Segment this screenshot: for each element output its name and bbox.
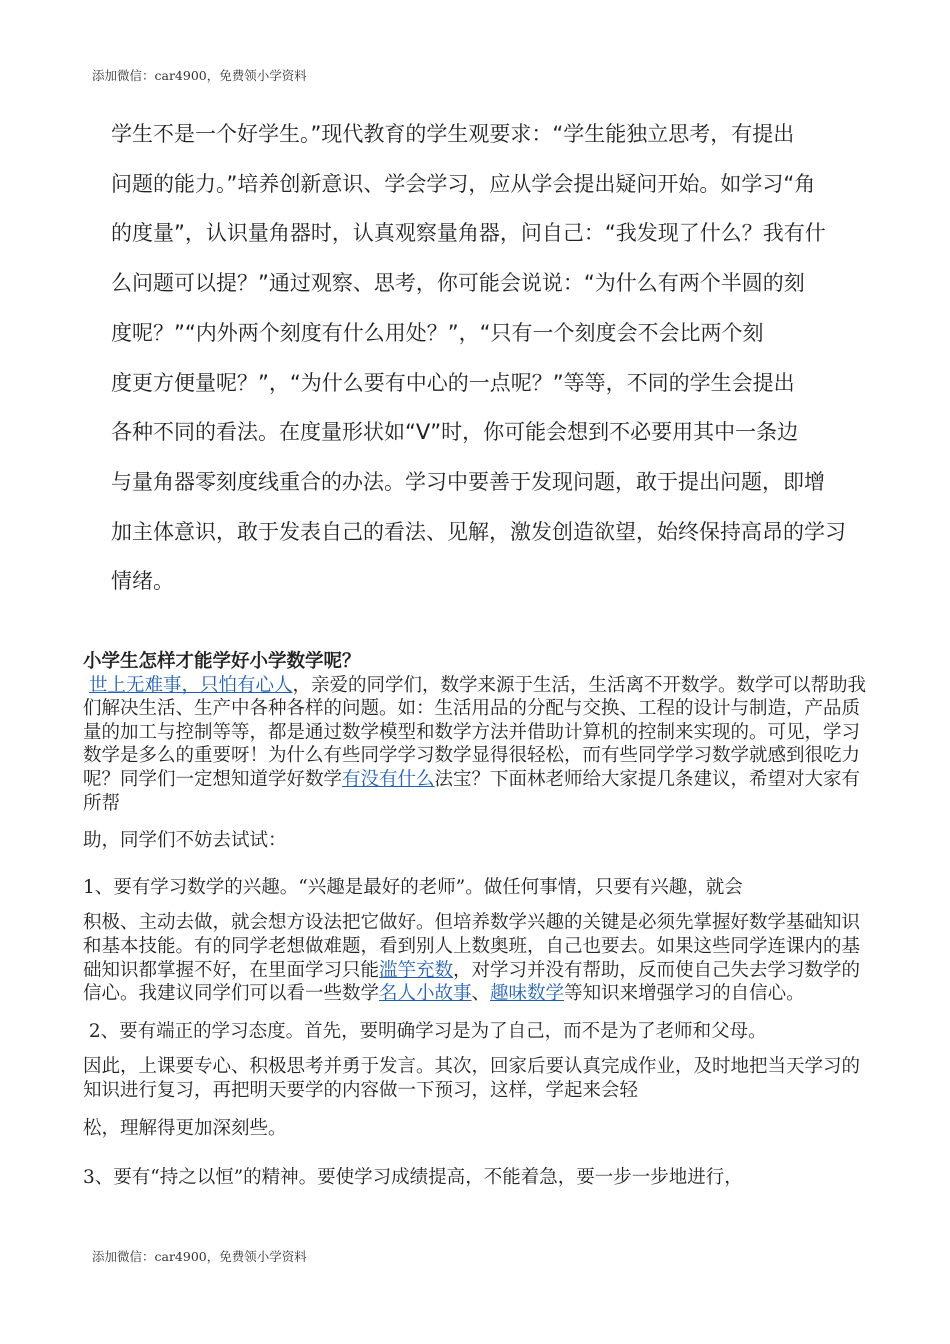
link-no-hard-things[interactable]: 世上无难事，只怕有心人 <box>89 674 293 696</box>
text-line: 度呢？”“内外两个刻度有什么用处？”，“只有一个刻度会不会比两个刻 <box>111 320 764 345</box>
text-line: 问题的能力。”培养创新意识、学会学习，应从学会提出疑问开始。如学习“角 <box>111 171 816 196</box>
text-line: 加主体意识，敢于发表自己的看法、见解，激发创造欲望，始终保持高昂的学习 <box>111 519 846 544</box>
link-fun-math[interactable]: 趣味数学 <box>490 983 565 1005</box>
paragraph-tail: 松，理解得更加深刻些。 <box>83 1117 287 1139</box>
section-title: 小学生怎样才能学好小学数学呢？ <box>83 651 361 672</box>
text-line: 度更方便量呢？”，“为什么要有中心的一点呢？”等等，不同的学生会提出 <box>111 370 795 395</box>
link-lan-yu-chong-shu[interactable]: 滥竽充数 <box>379 959 454 981</box>
paragraph-text: ，亲爱的同学们，数学来源于生活，生活离不开数学。数学可以帮助我们解决生活、生产中各种各样的问题。如：生活用品的分配与交换、工程的设计与制造，产品质量的加工与控制等等，都是通过数学模型和数学方法并借助计算机的控制来实现的。可见，学习数学是多么的重要呀！为什么有些同学学习数学显得很轻松，而有些同学学习数学就感到很吃力呢？同学们一定想知道学好数学 <box>83 674 867 790</box>
paragraph-text: ，对学习并没有帮助，反而使自己失去学习数学的信心。我建议同学们可以看一些数学 <box>83 959 861 1005</box>
paragraph-questioning <box>111 110 871 607</box>
tip-1-body <box>83 911 873 1005</box>
text-line: 的度量”，认识量角器时，认真观察量角器，问自己：“我发现了什么？我有什 <box>111 221 826 246</box>
page-header: 添加微信：car4900，免费领小学资料 <box>92 68 307 83</box>
text-line: 各种不同的看法。在度量形状如“V”时，你可能会想到不必要用其中一条边 <box>111 420 799 445</box>
paragraph-tail: 助，同学们不妨去试试： <box>83 830 287 852</box>
paragraph-text: 法宝？下面林老师给大家提几条建议，希望对大家有所帮 <box>83 768 861 814</box>
tip-3-head: 3、要有“持之以恒”的精神。要使学习成绩提高，不能着急，要一步一步地进行， <box>83 1167 743 1189</box>
separator: 、 <box>471 983 491 1005</box>
text-line: 情绪。 <box>111 569 174 594</box>
tip-2-body: 因此，上课要专心、积极思考并勇于发言。其次，回家后要认真完成作业，及时地把当天学习的知识进行复习，再把明天要学的内容做一下预习，这样，学起来会轻 <box>83 1056 861 1101</box>
text-line: 学生不是一个好学生。”现代教育的学生观要求：“学生能独立思考，有提出 <box>111 122 795 146</box>
tip-1-head: 1、要有学习数学的兴趣。“兴趣是最好的老师”。做任何事情，只要有兴趣，就会 <box>83 876 743 898</box>
paragraph-text: 积极、主动去做，就会想方设法把它做好。但培养数学兴趣的关键是必须先掌握好数学基础知识和基本技能。有的同学老想做难题，看到别人上数奥班，自己也要去。如果这些同学连课内的基础知识都掌握不好，在里面学习只能 <box>83 912 861 981</box>
text-line: 与量角器零刻度线重合的办法。学习中要善于发现问题，敢于提出问题，即增 <box>111 469 825 494</box>
link-famous-stories[interactable]: 名人小故事 <box>379 983 472 1005</box>
tip-2-head: 2、要有端正的学习态度。首先，要明确学习是为了自己，而不是为了老师和父母。 <box>83 1020 767 1042</box>
intro-paragraph <box>83 674 873 816</box>
link-anything[interactable]: 有没有什么 <box>342 768 435 790</box>
paragraph-text: 等知识来增强学习的自信心。 <box>564 983 805 1005</box>
page-footer: 添加微信：car4900，免费领小学资料 <box>92 1249 307 1264</box>
article-section <box>83 650 873 1190</box>
text-line: 么问题可以提？”通过观察、思考，你可能会说说：“为什么有两个半圆的刻 <box>111 271 805 296</box>
